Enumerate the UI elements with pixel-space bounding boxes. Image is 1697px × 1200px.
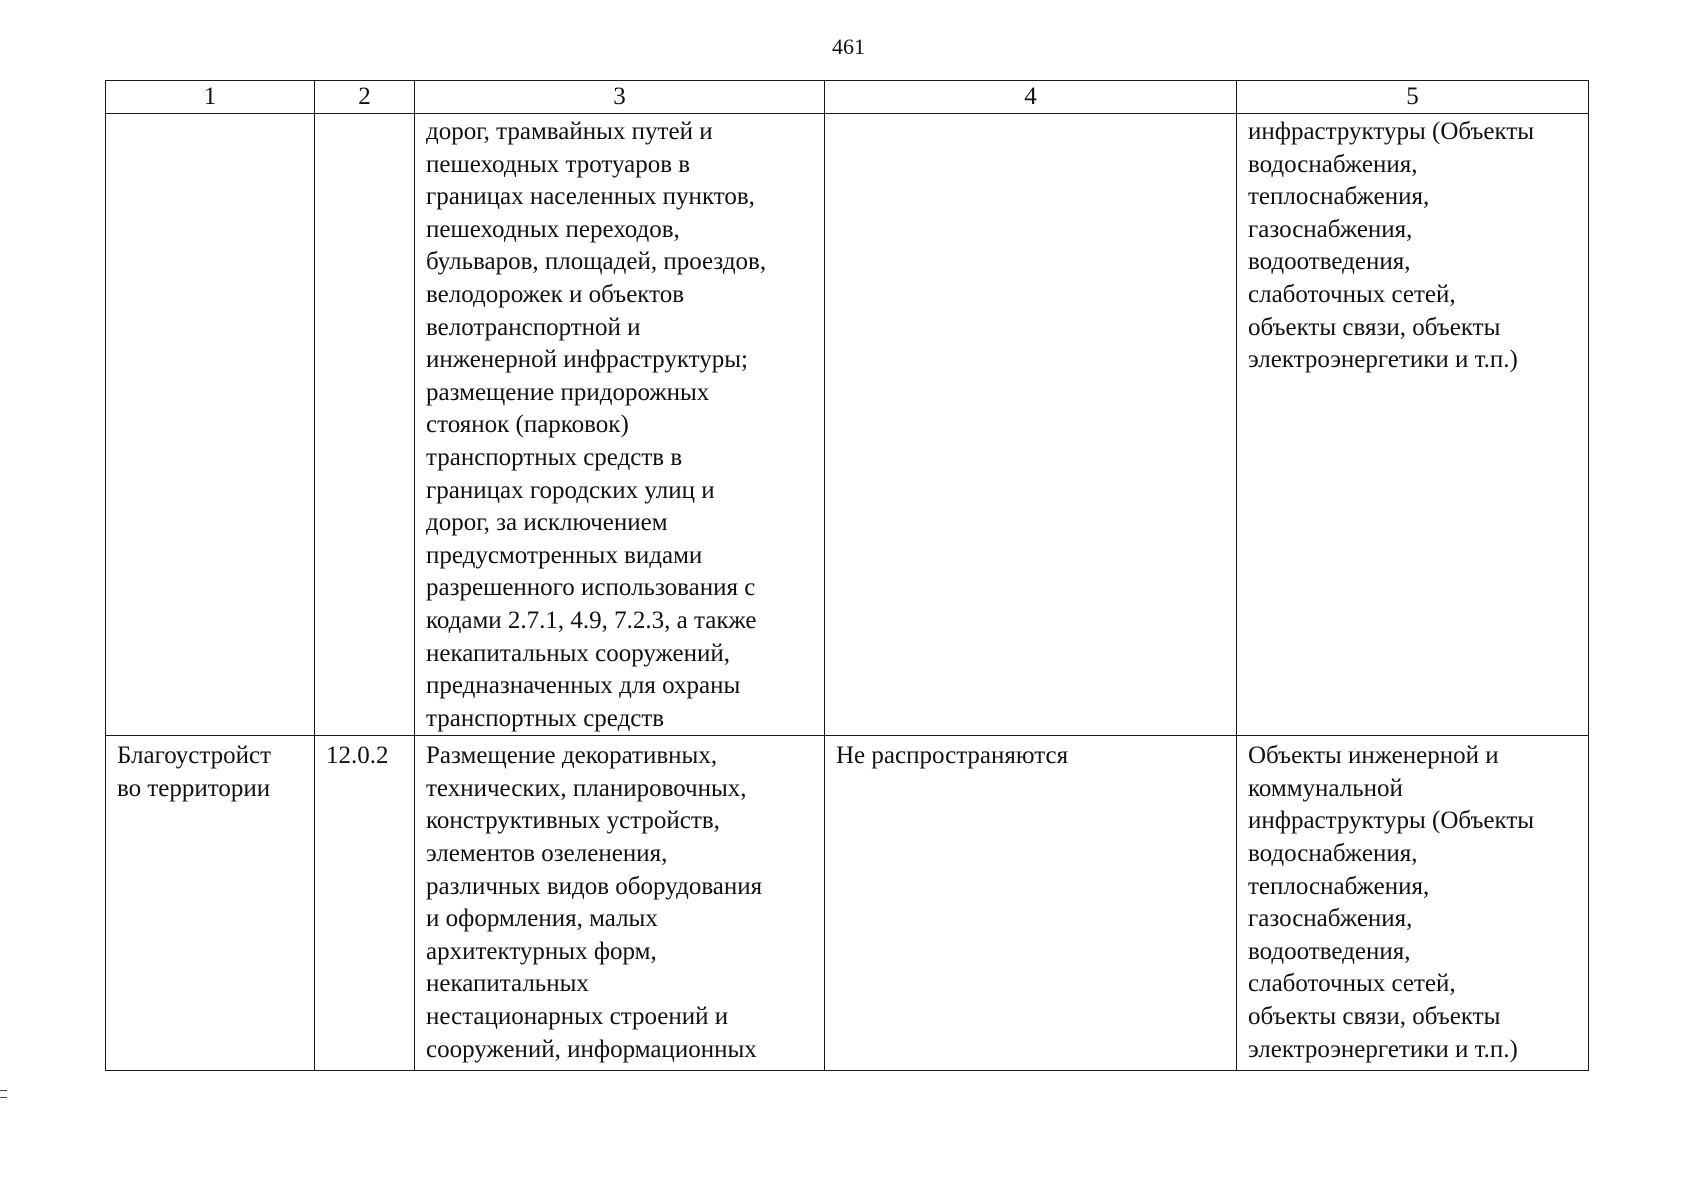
table-row	[106, 114, 1589, 736]
margin-mark	[0, 1090, 7, 1098]
table-header-row	[106, 81, 1589, 114]
cell-parameters	[825, 114, 1237, 736]
cell-land-use-description: Размещение декоративных, технических, планировочных, конструктивных устройств, элементов озеленения, различных видов оборудования и оформления, малых архитектурных форм, некапитальных нестационарных строений и сооружений, информационных	[415, 736, 825, 1071]
page-number: 461	[832, 34, 865, 59]
cell-land-use-code: 12.0.2	[315, 736, 415, 1071]
header-col-2: 2	[315, 81, 415, 114]
cell-auxiliary-objects: Объекты инженерной и коммунальной инфраструктуры (Объекты водоснабжения, теплоснабжения, газоснабжения, водоотведения, слаботочных сетей, объекты связи, объекты электроэнергетики и т.п.)	[1237, 736, 1589, 1071]
header-col-1: 1	[106, 81, 315, 114]
header-col-3: 3	[415, 81, 825, 114]
header-col-4: 4	[825, 81, 1237, 114]
cell-parameters: Не распространяются	[825, 736, 1237, 1071]
cell-auxiliary-objects: инфраструктуры (Объекты водоснабжения, теплоснабжения, газоснабжения, водоотведения, слаботочных сетей, объекты связи, объекты электроэнергетики и т.п.)	[1237, 114, 1589, 736]
table-row	[106, 736, 1589, 1071]
regulations-table	[105, 80, 1589, 1071]
cell-land-use-name	[106, 114, 315, 736]
cell-land-use-name: Благоустройст во территории	[106, 736, 315, 1071]
cell-land-use-description: дорог, трамвайных путей и пешеходных тротуаров в границах населенных пунктов, пешеходных переходов, бульваров, площадей, проездов, велодорожек и объектов велотранспортной и инженерной инфраструктуры; размещение придорожных стоянок (парковок) транспортных средств в границах городских улиц и дорог, за исключением предусмотренных видами разрешенного использования с кодами 2.7.1, 4.9, 7.2.3, а также некапитальных сооружений, предназначенных для охраны транспортных средств	[415, 114, 825, 736]
cell-land-use-code	[315, 114, 415, 736]
header-col-5: 5	[1237, 81, 1589, 114]
